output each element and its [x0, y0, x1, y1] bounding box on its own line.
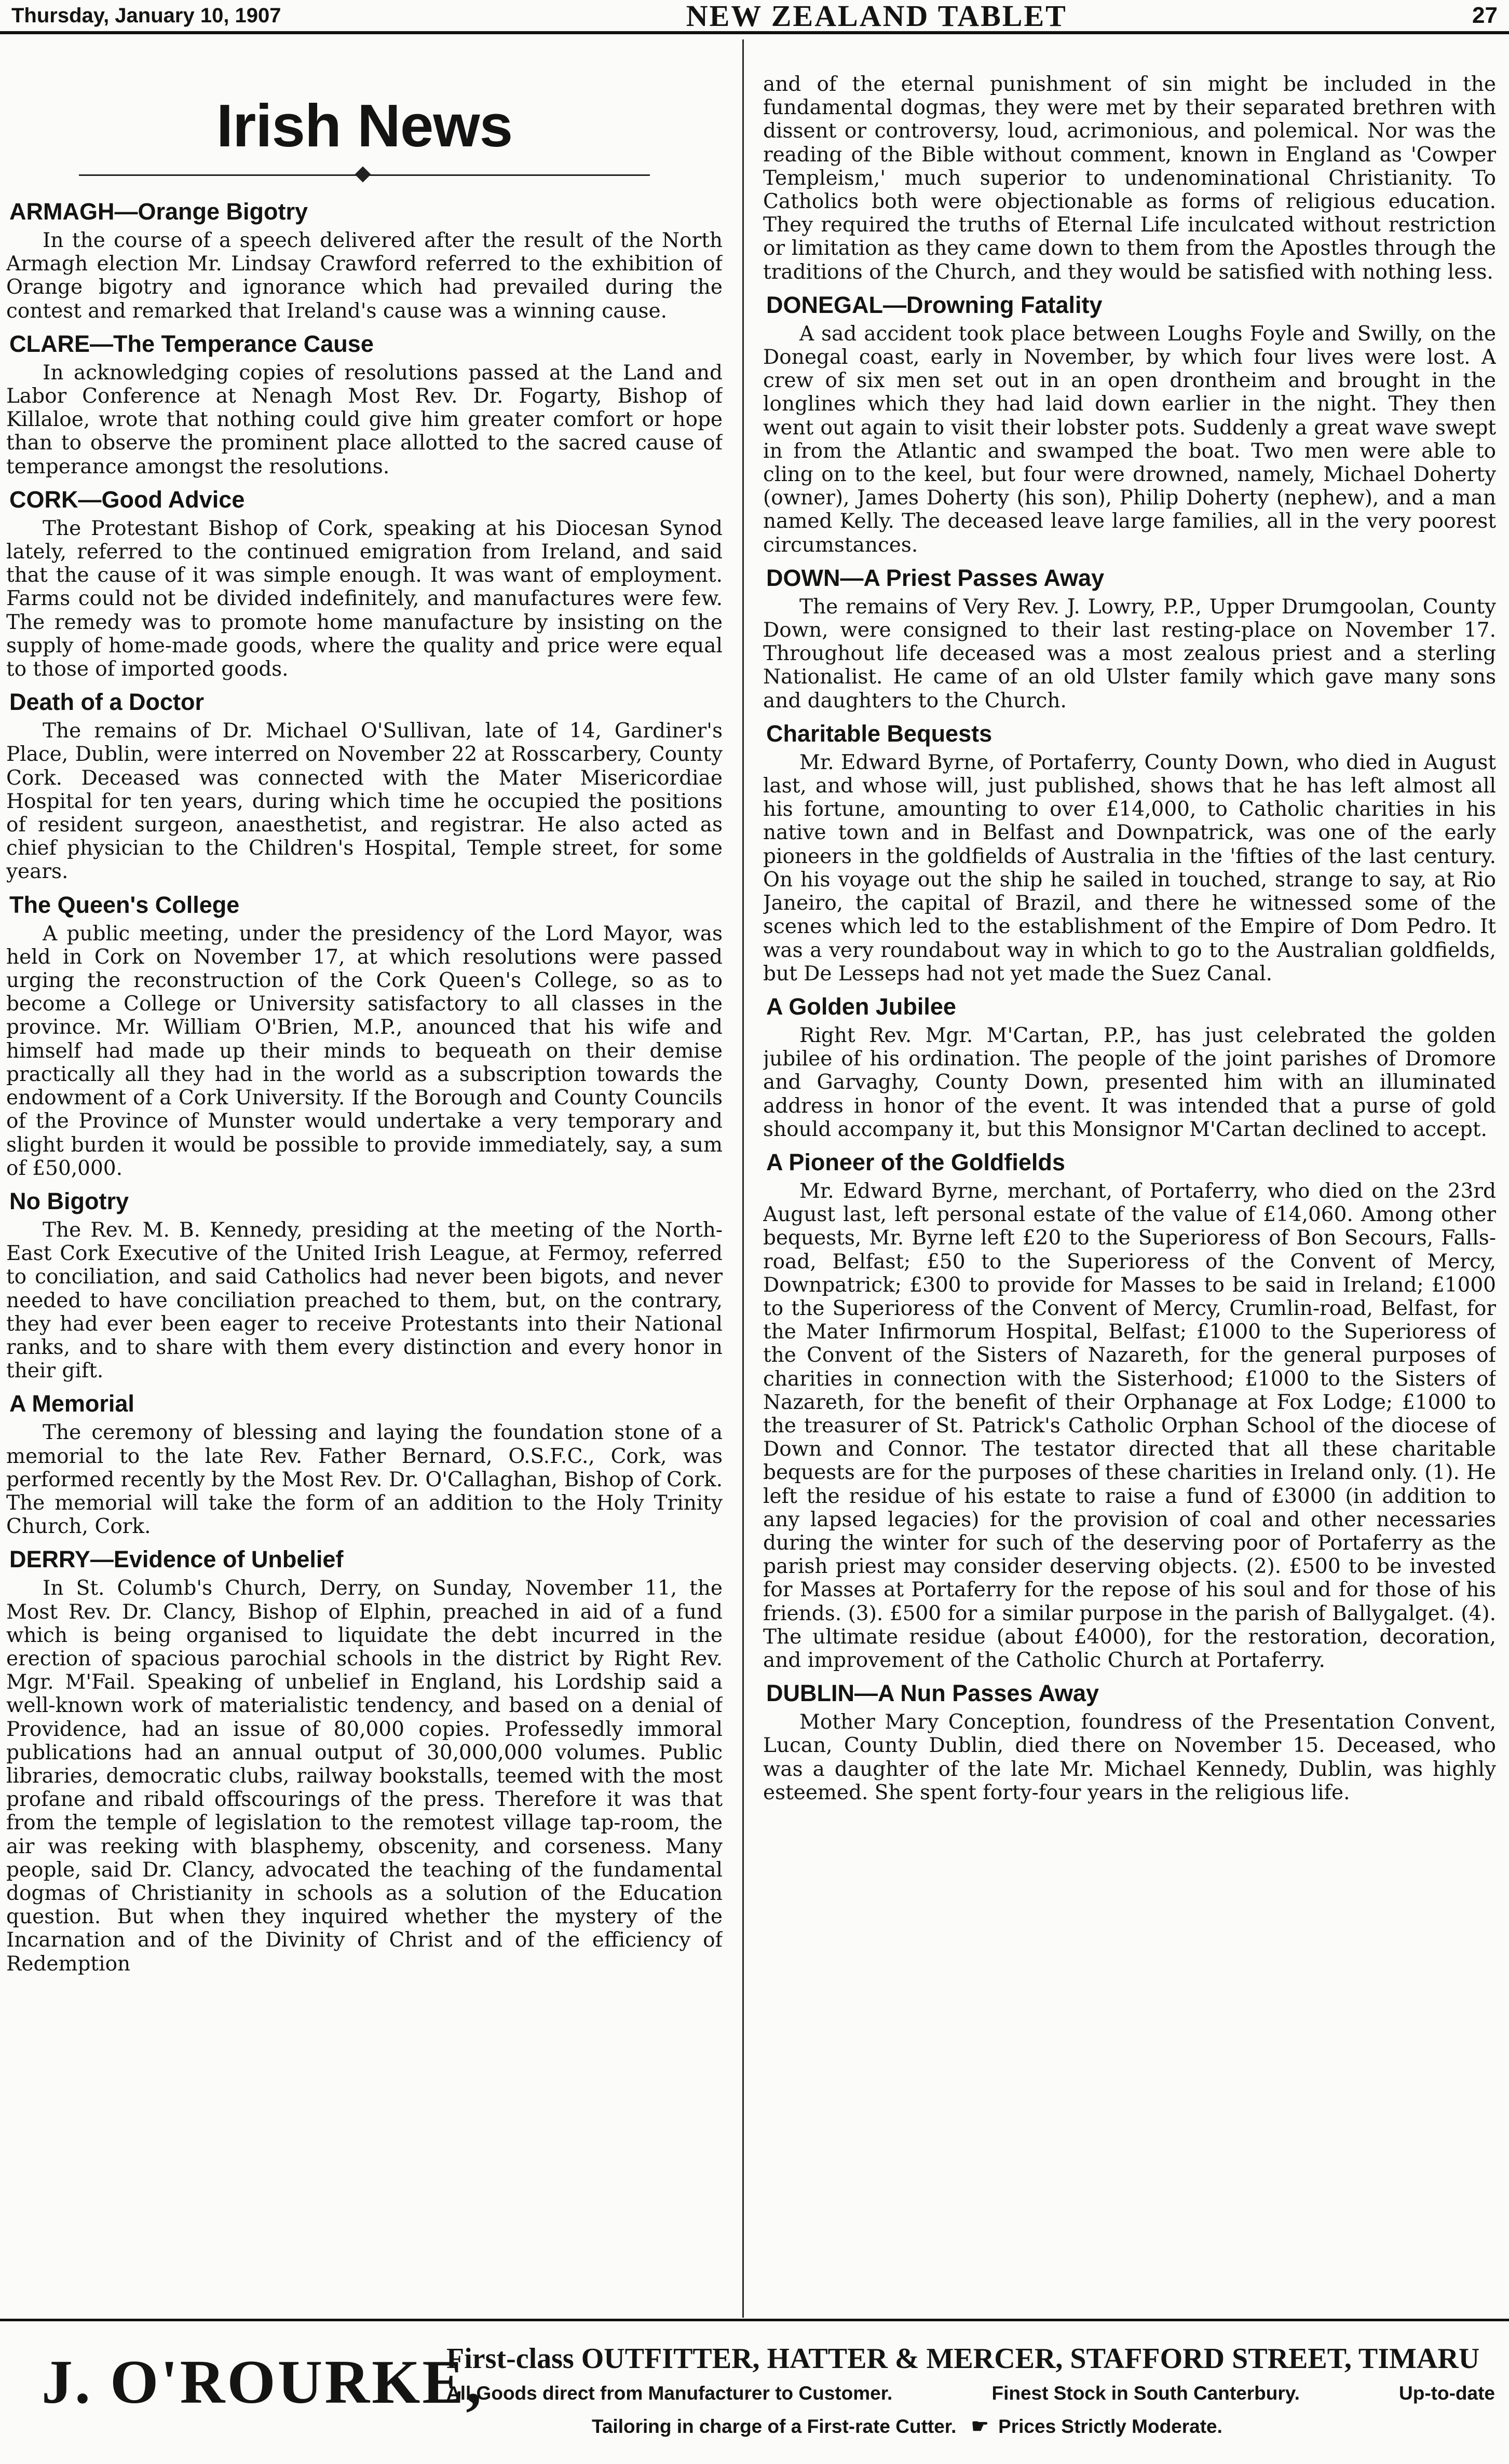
right-articles: [763, 73, 1496, 1804]
ad-line-2-a: All Goods direct from Manufacturer to Customer.: [446, 2383, 893, 2404]
pointing-hand-icon: ☛: [971, 2416, 989, 2438]
article-heading: Charitable Bequests: [766, 720, 993, 747]
left-column: [6, 69, 723, 2326]
article-heading: A Memorial: [9, 1390, 134, 1417]
ad-line-3: [592, 2415, 1222, 2438]
article: [763, 1679, 1496, 1804]
article-heading: ARMAGH—Orange Bigotry: [9, 198, 308, 225]
article: [6, 688, 723, 883]
article-paragraph: The ceremony of blessing and laying the foundation stone of a memorial to the late Rev. Father Bernard, O.S.F.C., Cork, was performed recently by the Most Rev. Dr. O'Callaghan, Bishop of Cork. The memorial will take the form of an addition to the Holy Trinity Church, Cork.: [6, 1421, 723, 1539]
article-paragraph: The remains of Very Rev. J. Lowry, P.P., Upper Drumgoolan, County Down, were consigned to their last resting-place on November 17. Throughout life deceased was a most zealous priest and a sterling Nationalist. He came of an old Ulster family which gave many sons and daughters to the Church.: [763, 595, 1496, 713]
page-header: [0, 0, 1509, 34]
left-articles: [6, 198, 723, 1976]
article-heading: DERRY—Evidence of Unbelief: [9, 1546, 344, 1573]
article: [6, 486, 723, 681]
column-divider: [742, 39, 744, 2318]
article-heading: DOWN—A Priest Passes Away: [766, 564, 1105, 591]
article: [6, 1390, 723, 1538]
article: [763, 720, 1496, 985]
article-paragraph: A sad accident took place between Loughs Foyle and Swilly, on the Donegal coast, early in November, by which four lives were lost. A crew of six men set out in an open drontheim and brought in the longlines which they had laid down earlier in the night. They then went out again to visit their lobster pots. Suddenly a great wave swept in from the Atlantic and swamped the boat. Two men were able to cling on to the keel, but four were drowned, namely, Michael Doherty (owner), James Doherty (his son), Philip Doherty (nephew), and a man named Kelly. The deceased leave large families, all in the very poorest circumstances.: [763, 322, 1496, 557]
article: [763, 993, 1496, 1141]
article-paragraph: The remains of Dr. Michael O'Sullivan, late of 14, Gardiner's Place, Dublin, were interred on November 22 at Rosscarbery, County Cork. Deceased was connected with the Mater Misericordiae Hospital for ten years, during which time he occupied the positions of resident surgeon, anaesthetist, and registrar. He also acted as chief physician to the Children's Hospital, Temple street, for some years.: [6, 719, 723, 884]
ad-line-2-c: Up-to-date: [1399, 2383, 1495, 2404]
article: [763, 73, 1496, 284]
section-masthead: [6, 92, 723, 159]
issue-date: Thursday, January 10, 1907: [11, 4, 281, 27]
ad-headline: First-class OUTFITTER, HATTER & MERCER, STAFFORD STREET, TIMARU: [446, 2343, 1480, 2375]
article-heading: Death of a Doctor: [9, 689, 205, 716]
article-paragraph: Mr. Edward Byrne, merchant, of Portaferry, who died on the 23rd August last, left personal estate of the value of £14,060. Among other bequests, Mr. Byrne left £20 to the Superioress of Bon Secours, Falls-road, Belfast; £50 to the Superioress of the Convent of Mercy, Downpatrick; £300 to provide for Masses to be said in Ireland; £1000 to the Superioress of the Convent of Mercy, Crumlin-road, Belfast, for the Mater Infirmorum Hospital, Belfast; £1000 to the Superioress of the Convent of the Sisters of Nazareth, for the general purposes of charities in connection with the Sisterhood; £1000 to the Sisters of Nazareth, for the benefit of their Orphanage at Fox Lodge; £1000 to the treasurer of St. Patrick's Catholic Orphan School of the diocese of Down and Connor. The testator directed that all these charitable bequests are for the purposes of these charities in Ireland only. (1). He left the residue of his estate to raise a fund of £3000 (in addition to any lapsed legacies) for the provision of coal and other necessaries during the winter for such of the deserving poor of Portaferry as the parish priest may consider deserving objects. (2). £500 to be invested for Masses at Portaferry for the repose of his soul and for those of his friends. (3). £500 for a similar purpose in the parish of Ballygalget. (4). The ultimate residue (about £4000), for the restoration, decoration, and improvement of the Catholic Church at Portaferry.: [763, 1179, 1496, 1672]
ad-line-2-b: Finest Stock in South Canterbury.: [991, 2383, 1300, 2404]
newspaper-title: NEW ZEALAND TABLET: [686, 0, 1067, 33]
article-paragraph: Mr. Edward Byrne, of Portaferry, County Down, who died in August last, and whose will, just published, shows that he has left almost all his fortune, amounting to over £14,000, to Catholic charities in his native town and in Belfast and Downpatrick, was one of the early pioneers in the goldfields of Australia in the 'fifties of the last century. On his voyage out the ship he sailed in touched, strange to say, at Rio Janeiro, the capital of Brazil, and there he witnessed some of the scenes which led to the establishment of the Empire of Dom Pedro. It was a very roundabout way in which to go to the Australian goldfields, but De Lesseps had not yet made the Suez Canal.: [763, 750, 1496, 985]
article: [6, 1187, 723, 1382]
article-heading: DUBLIN—A Nun Passes Away: [766, 1680, 1099, 1707]
ad-line-2: [446, 2383, 1495, 2404]
article: [6, 330, 723, 478]
article-paragraph: Right Rev. Mgr. M'Cartan, P.P., has just celebrated the golden jubilee of his ordination. The people of the joint parishes of Dromore and Garvaghy, County Down, presented him with an illuminated address in honor of the event. It was intended that a purse of gold should accompany it, but this Monsignor M'Cartan declined to accept.: [763, 1023, 1496, 1141]
article-paragraph: Mother Mary Conception, foundress of the Presentation Convent, Lucan, County Dublin, died there on November 15. Deceased, who was a daughter of the late Mr. Michael Kennedy, Dublin, was highly esteemed. She spent forty-four years in the religious life.: [763, 1710, 1496, 1804]
article: [763, 1148, 1496, 1672]
advertiser-name: J. O'ROURKE,: [42, 2347, 484, 2416]
article-heading: DONEGAL—Drowning Fatality: [766, 291, 1103, 318]
article-paragraph: In the course of a speech delivered after the result of the North Armagh election Mr. Lindsay Crawford referred to the exhibition of Orange bigotry and ignorance which had prevailed during the contest and remarked that Ireland's cause was a winning cause.: [6, 229, 723, 323]
ad-line-3-b: Prices Strictly Moderate.: [998, 2416, 1222, 2437]
article-heading: CLARE—The Temperance Cause: [9, 330, 374, 357]
article-heading: CORK—Good Advice: [9, 486, 245, 513]
article-heading: A Pioneer of the Goldfields: [766, 1148, 1065, 1175]
article: [763, 291, 1496, 557]
page-number: 27: [1472, 3, 1498, 28]
article-paragraph: and of the eternal punishment of sin might be included in the fundamental dogmas, they were met by their separated brethren with dissent or controversy, loud, acrimonious, and polemical. Nor was the reading of the Bible without comment, known in England as 'Cowper Templeism,' much superior to undenominational Christianity. To Catholics both were objectionable as forms of religious education. They required the truths of Eternal Life inculcated without restriction or limitation as they came down to them from the Apostles through the traditions of the Church, and they would be satisfied with nothing less.: [763, 73, 1496, 284]
article-heading: No Bigotry: [9, 1187, 129, 1214]
article-heading: A Golden Jubilee: [766, 993, 956, 1020]
article-paragraph: The Rev. M. B. Kennedy, presiding at the meeting of the North-East Cork Executive of the United Irish League, at Fermoy, referred to conciliation, and said Catholics had never been bigots, and never needed to have conciliation preached to them, but, on the contrary, they had ever been eager to receive Protestants into their National ranks, and to share with them every distinction and every honor in their gift.: [6, 1218, 723, 1383]
article-paragraph: In acknowledging copies of resolutions passed at the Land and Labor Conference at Nenagh Most Rev. Dr. Fogarty, Bishop of Killaloe, wrote that nothing could give him greater comfort or hope than to observe the prominent place allotted to the sacred cause of temperance amongst the resolutions.: [6, 361, 723, 478]
ad-line-3-a: Tailoring in charge of a First-rate Cutter.: [592, 2416, 957, 2437]
article: [763, 564, 1496, 713]
article: [6, 891, 723, 1180]
section-title: Irish News: [216, 92, 513, 159]
article: [6, 198, 723, 323]
diamond-ornament-icon: [355, 166, 371, 182]
ornamental-rule: [79, 165, 650, 185]
right-column: [763, 73, 1496, 2326]
article-paragraph: The Protestant Bishop of Cork, speaking at his Diocesan Synod lately, referred to the continued emigration from Ireland, and said that the cause of it was simple enough. It was want of employment. Farms could not be divided indefinitely, and manufactures were few. The remedy was to promote home manufacture by insisting on the supply of home-made goods, where the quality and price were equal to those of imported goods.: [6, 516, 723, 681]
article-heading: The Queen's College: [9, 891, 240, 918]
advertisement-footer: [0, 2319, 1509, 2464]
article-paragraph: In St. Columb's Church, Derry, on Sunday, November 11, the Most Rev. Dr. Clancy, Bishop of Elphin, preached in aid of a fund which is being organised to liquidate the debt incurred in the erection of spacious parochial schools in the district by Right Rev. Mgr. M'Fail. Speaking of unbelief in England, his Lordship said a well-known work of materialistic tendency, and based on a denial of Providence, had an issue of 80,000 copies. Professedly immoral publications had an annual output of 30,000,000 volumes. Public libraries, democratic clubs, railway bookstalls, teemed with the most profane and ribald offscourings of the press. Therefore it was that from the temple of legislation to the remotest village tap-room, the air was reeking with blasphemy, obscenity, and corseness. Many people, said Dr. Clancy, advocated the teaching of the fundamental dogmas of Christianity in schools as a solution of the Education question. But when they inquired whether the mystery of the Incarnation and of the Divinity of Christ and of the efficiency of Redemption: [6, 1577, 723, 1976]
article-paragraph: A public meeting, under the presidency of the Lord Mayor, was held in Cork on November 17, at which resolutions were passed urging the reconstruction of the Cork Queen's College, so as to become a College or University satisfactory to all classes in the province. Mr. William O'Brien, M.P., anounced that his wife and himself had made up their minds to bequeath on their demise practically all they had in the world as a subscription towards the endowment of a Cork University. If the Borough and County Councils of the Province of Munster would undertake a very temporary and slight burden it would be possible to provide immediately, say, a sum of £50,000.: [6, 922, 723, 1180]
article: [6, 1545, 723, 1975]
